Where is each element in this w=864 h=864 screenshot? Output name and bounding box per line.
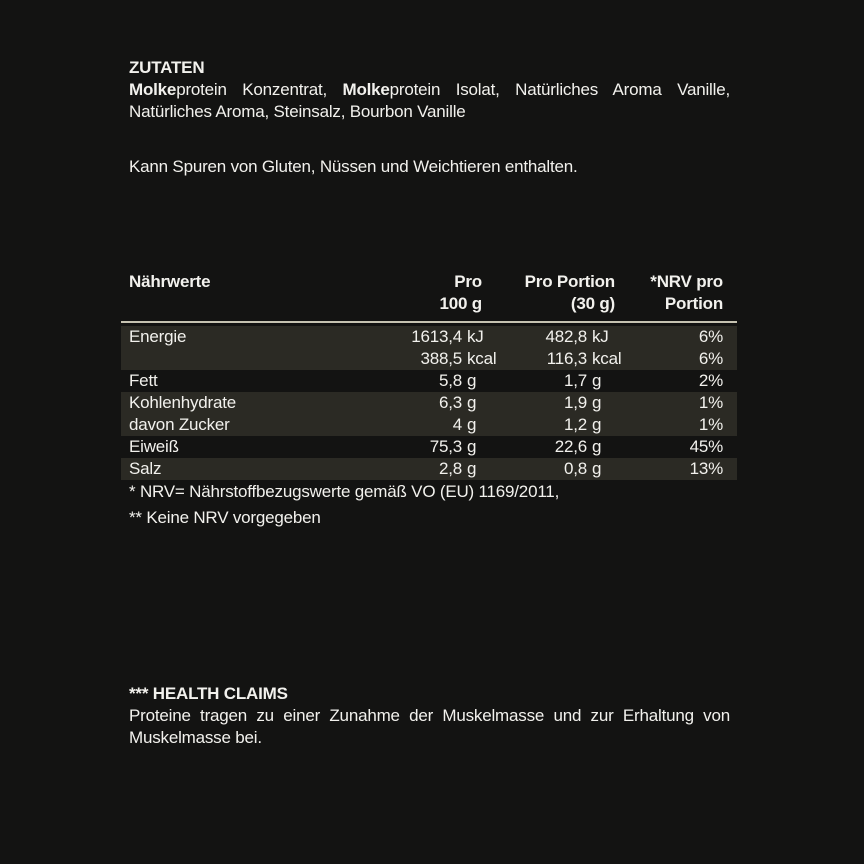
health-claims-line-1: Proteine tragen zu einer Zunahme der Muskelmasse und zur Erhaltung von xyxy=(129,706,730,725)
allergen-notice: Kann Spuren von Gluten, Nüssen und Weichtieren enthalten. xyxy=(129,157,578,176)
footnote-nrv: * NRV= Nährstoffbezugswerte gemäß VO (EU) 1169/2011, xyxy=(129,482,560,501)
table-row-energie-kj: Energie 1613,4 kJ 482,8 kJ 6% xyxy=(121,326,737,348)
table-row-energie-kcal: 388,5 kcal 116,3 kcal 6% xyxy=(121,348,737,370)
column-header-per-portion: Pro Portion (30 g) xyxy=(524,272,615,313)
ingredient-text: protein Isolat, Natürliches Aroma Vanille, xyxy=(389,80,730,99)
table-row-salz: Salz 2,8 g 0,8 g 13% xyxy=(121,458,737,480)
nutrition-table xyxy=(121,271,737,480)
column-header-nrv: *NRV pro Portion xyxy=(650,272,723,313)
ingredient-text: protein Konzentrat, xyxy=(176,80,343,99)
table-title: Nährwerte xyxy=(129,272,211,291)
ingredient-brand-bold: Molke xyxy=(342,80,390,99)
ingredients-section xyxy=(129,57,730,122)
ingredients-line-2: Natürliches Aroma, Steinsalz, Bourbon Vanille xyxy=(129,101,466,121)
footnote-no-nrv: ** Keine NRV vorgegeben xyxy=(129,508,321,527)
health-claims-heading: *** HEALTH CLAIMS xyxy=(129,684,288,703)
nutrition-table-header xyxy=(121,271,737,314)
table-row-kohlenhydrate: Kohlenhydrate 6,3 g 1,9 g 1% xyxy=(121,392,737,414)
table-row-eiweiss: Eiweiß 75,3 g 22,6 g 45% xyxy=(129,437,723,456)
ingredients-heading: ZUTATEN xyxy=(129,58,205,77)
table-row-fett: Fett 5,8 g 1,7 g 2% xyxy=(129,371,723,390)
header-rule xyxy=(121,321,737,323)
column-header-per-100g: Pro 100 g xyxy=(439,272,482,313)
table-row-davon-zucker: davon Zucker 4 g 1,2 g 1% xyxy=(121,414,737,436)
health-claims-section xyxy=(129,683,730,749)
ingredient-brand-bold: Molke xyxy=(129,80,177,99)
ingredients-line-1 xyxy=(129,79,730,101)
health-claims-line-2: Muskelmasse bei. xyxy=(129,728,262,747)
